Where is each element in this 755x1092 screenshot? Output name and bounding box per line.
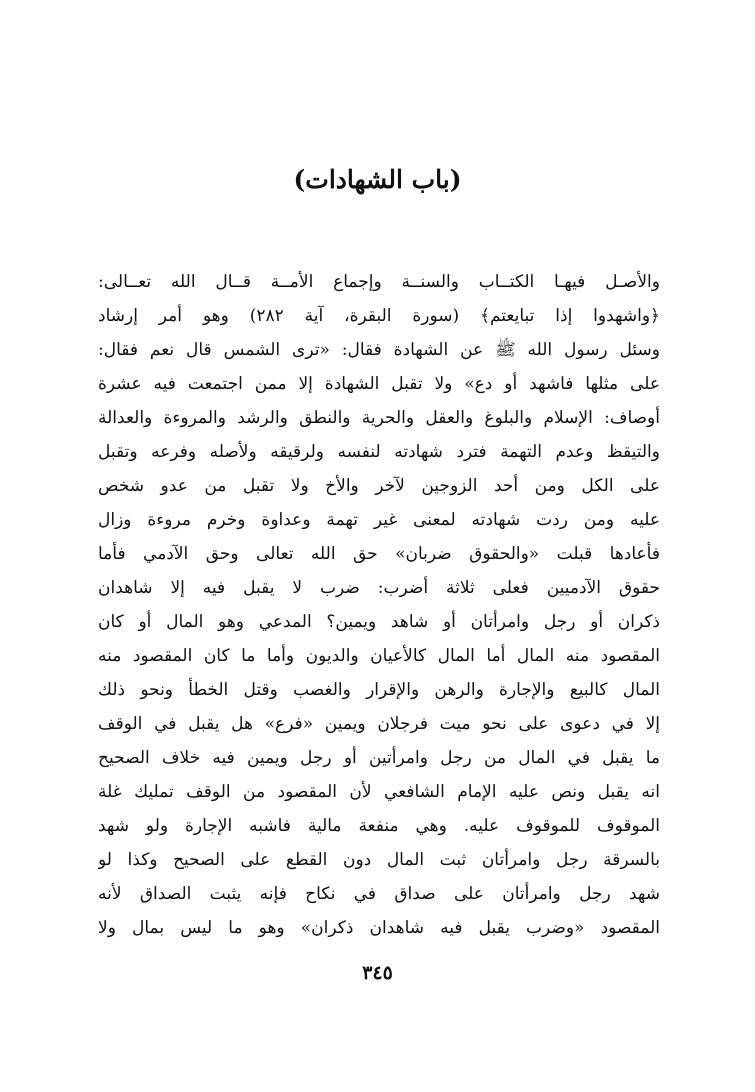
text-line: والتيقظ وعدم التهمة فترد شهادته لنفسه ولرقيقه ولأصله وفرعه وتقبل: [98, 442, 660, 462]
text-line: بالسرقة رجل وامرأتان ثبت المال دون القطع على الصحيح وكذا لو: [98, 850, 660, 870]
page-number: ٣٤٥: [362, 962, 393, 984]
text-line: المقصود منه المال أما المال كالأعيان والديون وأما ما كان المقصود منه: [98, 646, 660, 666]
text-line: والأصـل فيهـا الكتــاب والسنــة وإجماع الأمــة قــال الله تعــالى:: [98, 272, 660, 292]
text-line: عليه ومن ردت شهادته لمعنى غير تهمة وعداوة وخرم مروءة وزال: [98, 510, 660, 530]
text-line: الموقوف للموقوف عليه. وهي منفعة مالية فاشبه الإجارة ولو شهد: [98, 816, 660, 836]
text-line: المال كالبيع والإجارة والرهن والإقرار والغصب وقتل الخطأ ونحو ذلك: [98, 680, 660, 700]
text-line: ما يقبل في المال من رجل وامرأتين أو رجل ويمين فيه خلاف الصحيح: [98, 748, 660, 768]
text-line: على مثلها فاشهد أو دع» ولا تقبل الشهادة إلا ممن اجتمعت فيه عشرة: [98, 374, 660, 394]
text-line: ذكران أو رجل وامرأتان أو شاهد ويمين؟ المدعي وهو المال أو كان: [98, 612, 660, 632]
text-line: وسئل رسول الله ﷺ عن الشهادة فقال: «ترى الشمس قال نعم فقال:: [98, 340, 660, 360]
text-line: أوصاف: الإسلام والبلوغ والعقل والحرية والنطق والرشد والمروءة والعدالة: [98, 408, 660, 428]
body-text: [98, 265, 660, 945]
text-line: إلا في دعوى على نحو ميت فرجلان ويمين «فرع» هل يقبل في الوقف: [98, 714, 660, 734]
text-line: فأعادها قبلت «والحقوق ضربان» حق الله تعالى وحق الآدمي فأما: [98, 544, 660, 564]
chapter-title: (باب الشهادات): [293, 165, 462, 194]
text-line: حقوق الآدميين فعلى ثلاثة أضرب: ضرب لا يقبل فيه إلا شاهدان: [98, 578, 660, 598]
text-line: شهد رجل وامرأتان على صداق في نكاح فإنه يثبت الصداق لأنه: [98, 884, 660, 904]
text-line: على الكل ومن أحد الزوجين لآخر والأخ ولا تقبل من عدو شخص: [98, 476, 660, 496]
text-line: المقصود «وضرب يقبل فيه شاهدان ذكران» وهو ما ليس بمال ولا: [98, 918, 660, 938]
text-line: انه يقبل ونص عليه الإمام الشافعي لأن المقصود من الوقف تمليك غلة: [98, 782, 660, 802]
text-line: ﴿واشهدوا إذا تبايعتم﴾ (سورة البقرة، آية ٢٨٢) وهو أمر إرشاد: [98, 306, 660, 326]
